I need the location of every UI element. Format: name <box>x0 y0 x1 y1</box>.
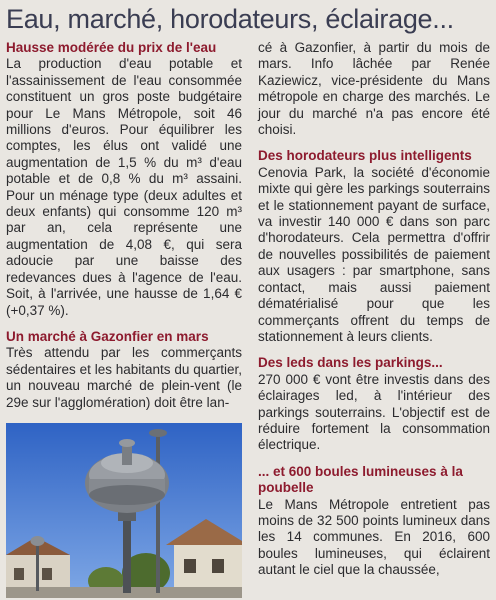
paragraph-parking-meters: Cenovia Park, la société d'économie mixte qui gère les parkings souterrains et le stationnement payant de surface, va investir 140 000 € dans son parc d'horodateurs. Cela permettra d'offrir de nouvelles possibilités de paiement aux usagers : par smartphone, sans contact, mais aussi paiement dématérialisé pour que les commerçants offrent du temps de stationnement à leurs clients. <box>258 164 490 344</box>
street-lamp-photo <box>6 423 242 598</box>
right-column <box>258 40 490 579</box>
subhead-parking-meters: Des horodateurs plus intelligents <box>258 148 472 164</box>
paragraph-gap <box>258 138 490 148</box>
paragraph-light-globes: Le Mans Métropole entretient pas moins de 32 500 points lumineux dans les 14 communes. En 2016, 600 boules lumineuses, qui éclairent autant le ciel que la chaussée, <box>258 496 490 578</box>
headline: Eau, marché, horodateurs, éclairage... <box>6 4 454 34</box>
paragraph-market-continued: cé à Gazonfier, à partir du mois de mars. Info lâchée par Renée Kaziewicz, vice-présidente du Mans métropole en charge des marchés. Le jour du marché n'a pas encore été choisi. <box>258 40 490 138</box>
paragraph-gap <box>258 454 490 464</box>
subhead-water-price: Hausse modérée du prix de l'eau <box>6 40 217 55</box>
paragraph-leds: 270 000 € vont être investis dans des éclairages led, à l'intérieur des parkings souterrains. L'objectif est de réduire fortement la consommation électrique. <box>258 371 490 453</box>
paragraph-water-price: La production d'eau potable et l'assainissement de l'eau consommée constituent un gros poste budgétaire pour Le Mans Métropole, soit 46 millions d'euros. Pour équilibrer les comptes, les élus ont validé une augmentation de 1,5 % du m³ d'eau potable et de 0,8 % du m³ assaini. Pour un ménage type (deux adultes et deux enfants) qui consomme 120 m³ par an, cela représente une augmentation de 4,08 €, qui sera adoucie par une baisse des redevances dues à l'agence de l'eau. Soit, à l'arrivée, une hausse de 1,64 € (+0,37 %). <box>6 56 242 318</box>
subhead-light-globes: ... et 600 boules lumineuses à la poubelle <box>258 463 463 496</box>
paragraph-gap <box>6 319 242 329</box>
subhead-leds: Des leds dans les parkings... <box>258 355 443 371</box>
subhead-market: Un marché à Gazonfier en mars <box>6 328 209 344</box>
paragraph-market: Très attendu par les commerçants sédentaires et les habitants du quartier, un nouveau marché de plein-vent (le 29e sur l'agglomération) doit être lan- <box>6 345 242 410</box>
paragraph-gap <box>258 345 490 355</box>
left-column <box>6 40 242 411</box>
